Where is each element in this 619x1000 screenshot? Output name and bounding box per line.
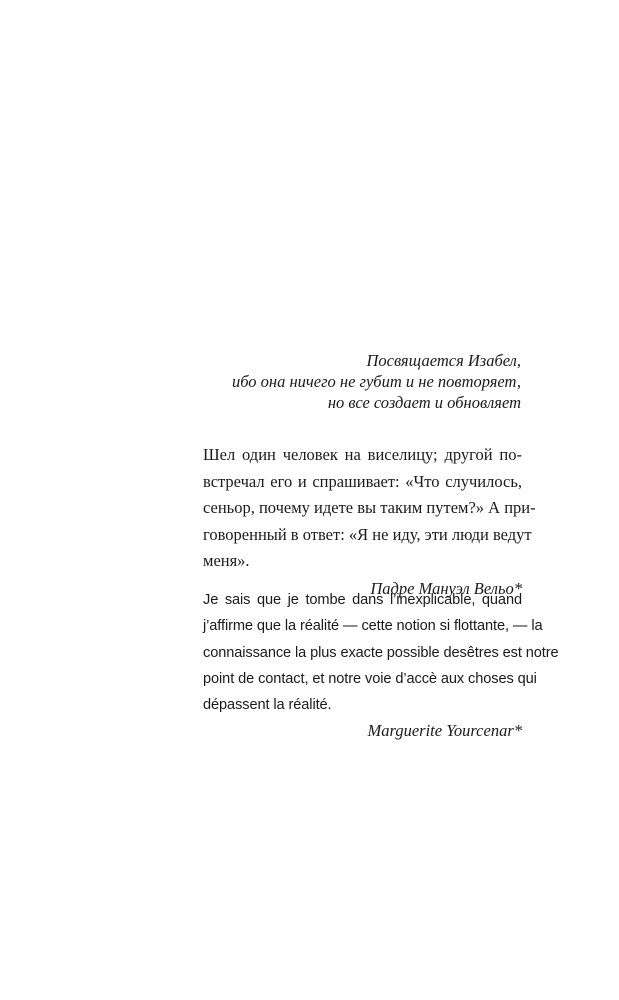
dedication-line: но все создает и обновляет bbox=[327, 393, 521, 412]
epigraph-line: connaissance la plus exacte possible desêtres est notre bbox=[203, 644, 559, 661]
epigraph-line: встречал его и спрашивает: «Что случилось, bbox=[203, 471, 522, 491]
epigraph-russian bbox=[203, 442, 536, 601]
epigraph-french-text bbox=[203, 587, 559, 718]
dedication-line: ибо она ничего не губит и не повторяет, bbox=[231, 372, 521, 391]
epigraph-russian-author: Падре Мануэл Вельо* bbox=[370, 578, 522, 598]
epigraph-line: point de contact, et notre voie d’accè aux choses qui bbox=[203, 670, 537, 687]
epigraph-french bbox=[203, 587, 559, 743]
epigraph-line: говоренный в ответ: «Я не иду, эти люди ведут bbox=[203, 524, 532, 544]
epigraph-line: меня». bbox=[203, 551, 250, 570]
dedication-line: Посвящается Изабел, bbox=[366, 351, 521, 370]
dedication bbox=[232, 350, 521, 413]
epigraph-line: сеньор, почему идете вы таким путем?» А при- bbox=[203, 498, 536, 517]
epigraph-line: dépassent la réalité. bbox=[203, 697, 332, 714]
epigraph-line: j’affirme que la réalité — cette notion si flottante, — la bbox=[203, 618, 543, 635]
epigraph-line: Je sais que je tombe dans l’inexplicable, quand bbox=[203, 592, 522, 608]
epigraph-french-author: Marguerite Yourcenar* bbox=[367, 721, 522, 741]
epigraph-russian-text bbox=[203, 442, 536, 575]
epigraph-line: Шел один человек на виселицу; другой по- bbox=[203, 445, 522, 464]
